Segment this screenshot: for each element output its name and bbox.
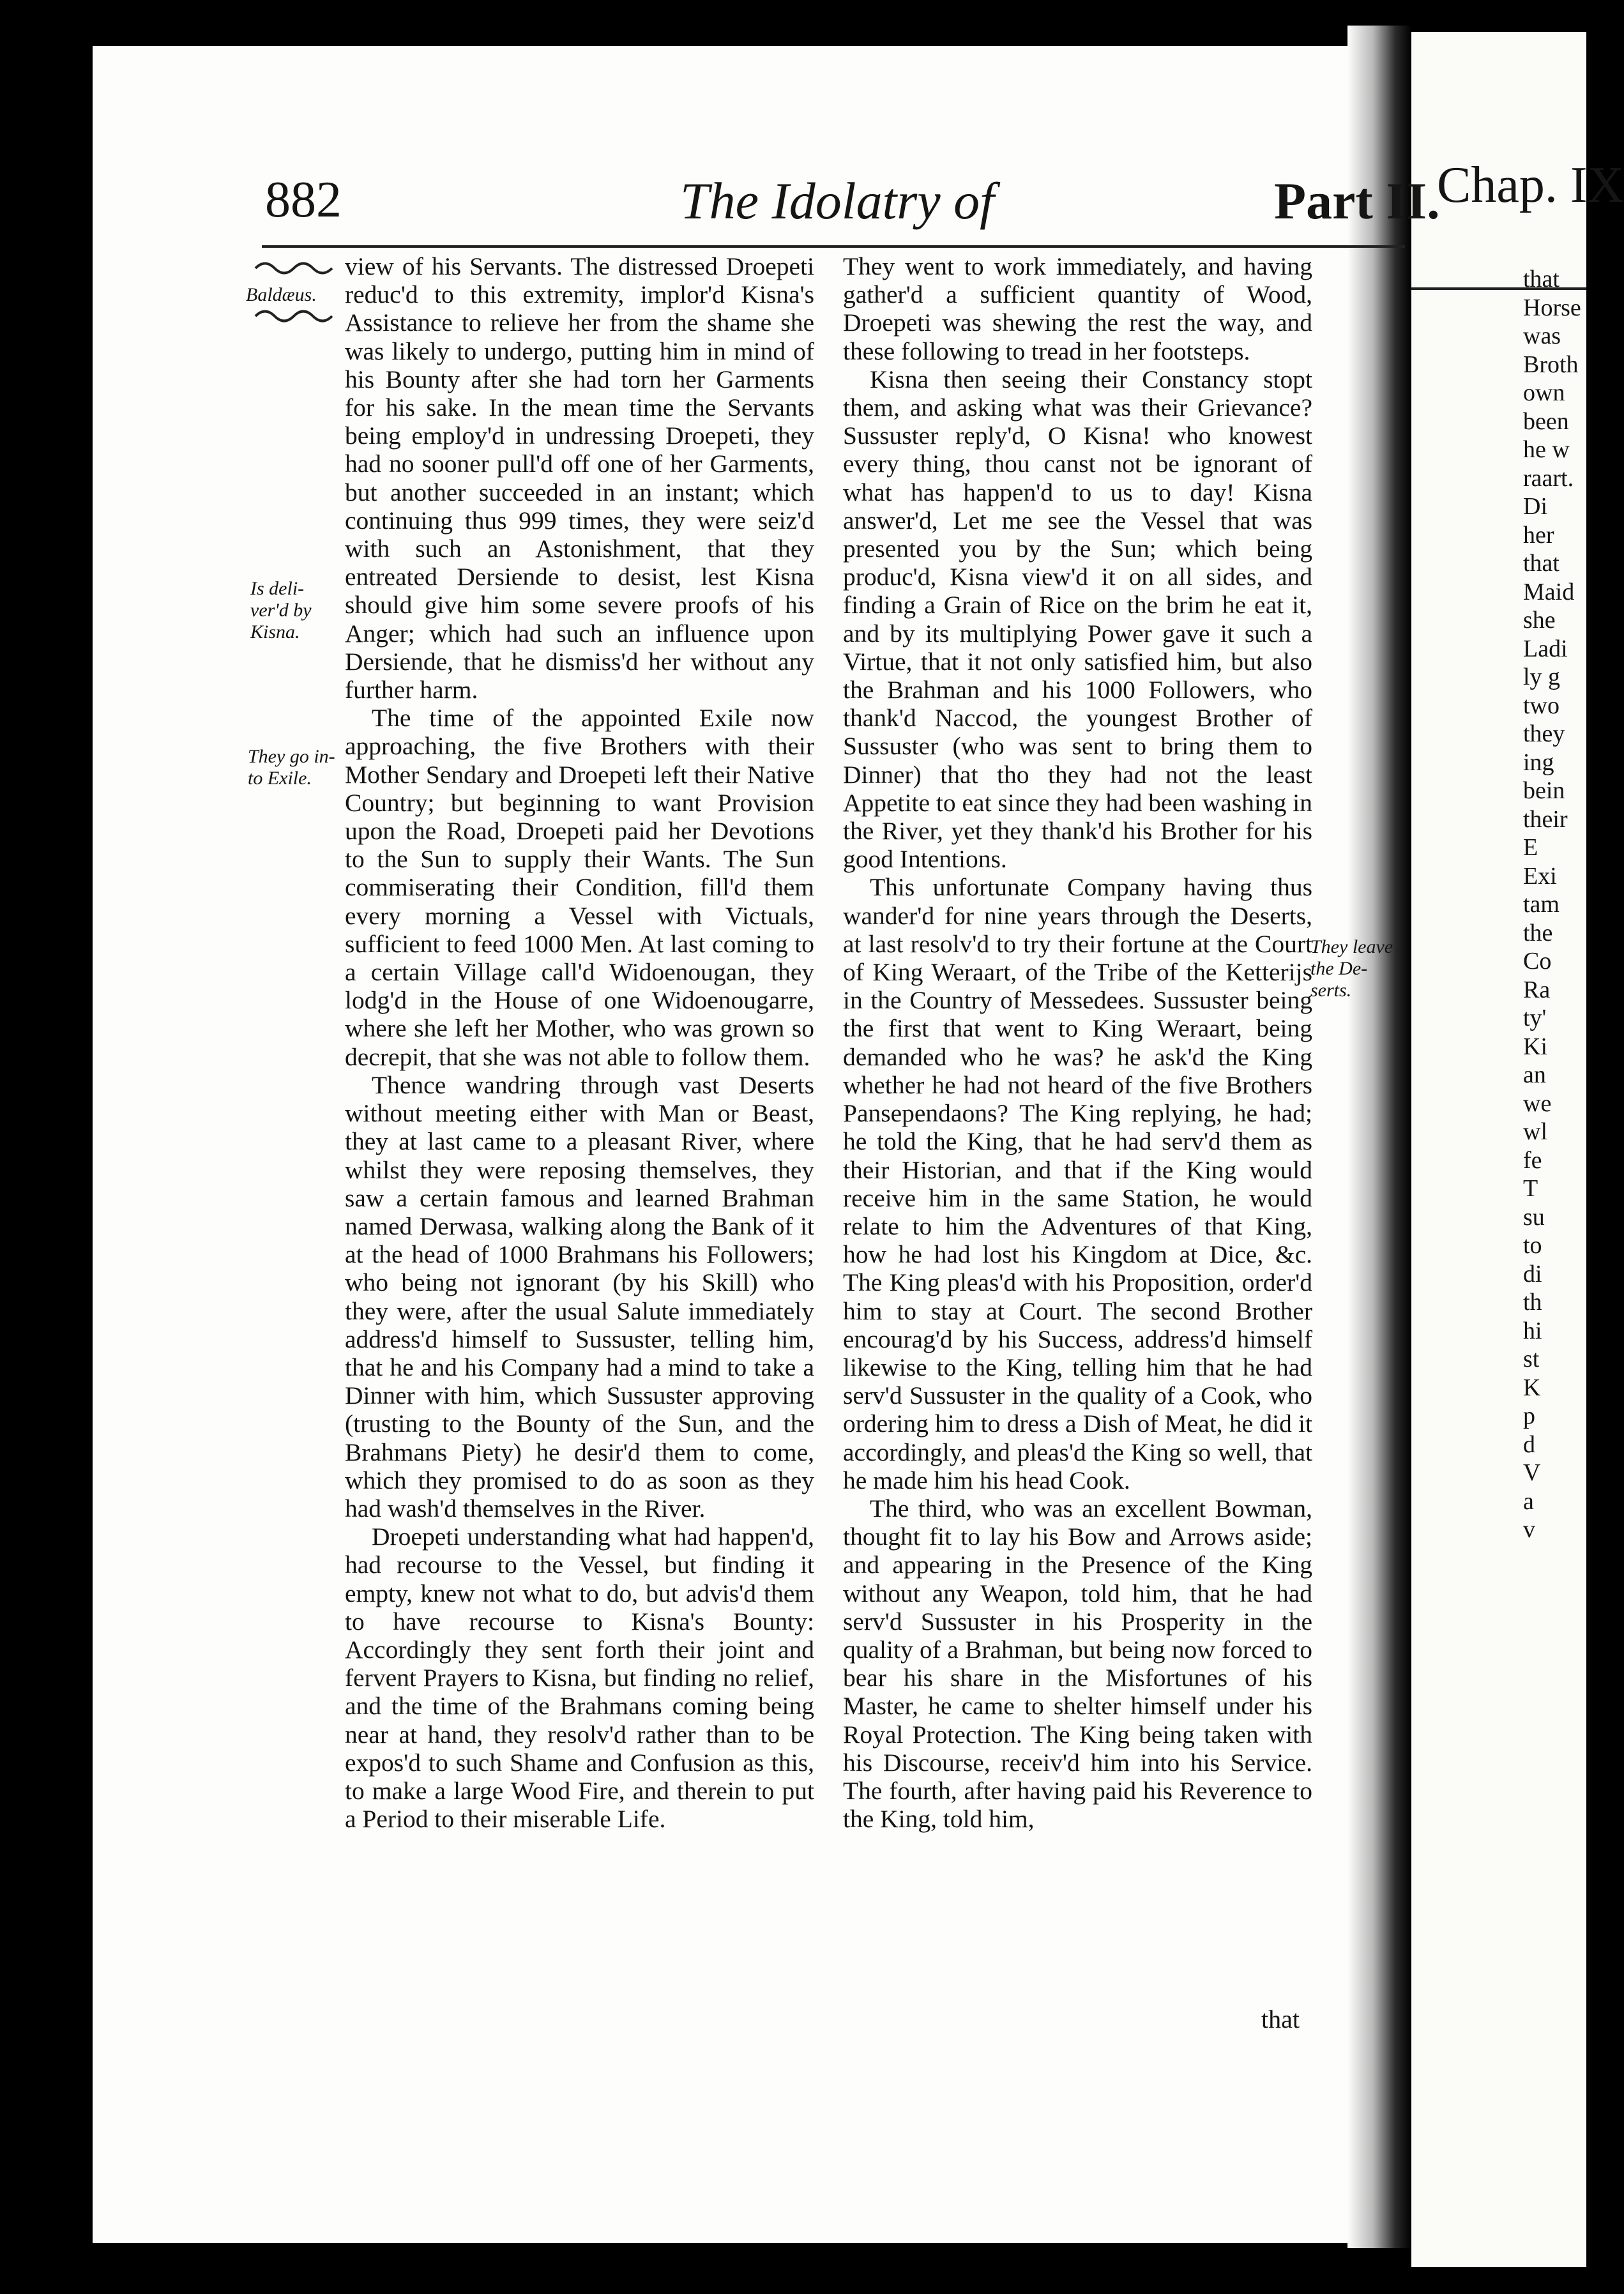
- book-gutter: [1347, 26, 1411, 2248]
- facing-page-fragment: to: [1523, 1232, 1542, 1259]
- facing-page-fragment: that: [1523, 266, 1559, 292]
- facing-page-fragment: p: [1523, 1402, 1535, 1429]
- facing-page-fragment: was: [1523, 323, 1561, 349]
- facing-page-fragment: su: [1523, 1203, 1545, 1231]
- facing-page-fragment: Ra: [1523, 976, 1551, 1003]
- paragraph: They went to work immediately, and having gather'd a sufficient quantity of Wood, Droepeti was shewing the rest the way, and these following to tread in her footsteps.: [843, 252, 1312, 365]
- facing-page-fragment: two: [1523, 692, 1559, 719]
- facing-page-fragment: d: [1523, 1431, 1535, 1458]
- facing-page-header: Chap. IX: [1437, 157, 1624, 213]
- facing-page-fragment: been: [1523, 407, 1569, 435]
- facing-page-fragment: he w: [1523, 436, 1570, 463]
- facing-page-fragment: fe: [1523, 1146, 1542, 1174]
- header-rule: [262, 245, 1405, 248]
- paragraph: view of his Servants. The distressed Droepeti reduc'd to this extremity, implor'd Kisna's Assistance to relieve her from the shame she was likely to undergo, putting him in mind of his Bounty after she had torn her Garments for his sake. In the mean time the Servants being employ'd in undressing Droepeti, they had no sooner pull'd off one of her Garments, but another succeeded in an instant; which continuing thus 999 times, they were seiz'd with such an Astonishment, that they entreated Dersiende to desist, lest Kisna should give him some severe proofs of his Anger; which had such an influence upon Dersiende, that he dismiss'd her without any further harm.: [345, 252, 814, 704]
- facing-page-fragment: Horse: [1523, 294, 1581, 321]
- facing-page-fragment: Maid: [1523, 578, 1575, 605]
- facing-page-fragment: that: [1523, 550, 1559, 577]
- facing-page-fragment: she: [1523, 607, 1556, 634]
- facing-page-fragment: st: [1523, 1346, 1540, 1372]
- facing-page-fragment: Exi: [1523, 862, 1557, 890]
- facing-page-fragment: Co: [1523, 948, 1552, 975]
- facing-page-fragment: their: [1523, 805, 1568, 833]
- facing-page-fragment: ty': [1523, 1005, 1547, 1031]
- facing-page-fragment: K: [1523, 1374, 1541, 1401]
- facing-page-fragment: T: [1523, 1175, 1538, 1202]
- page-number: 882: [265, 172, 342, 228]
- facing-page-fragment: ing: [1523, 748, 1554, 776]
- facing-page-fragment: the: [1523, 919, 1553, 946]
- facing-page-fragment: an: [1523, 1061, 1546, 1088]
- facing-page-fragment: Broth: [1523, 351, 1579, 378]
- paragraph: Droepeti understanding what had happen'd, had recourse to the Vessel, but finding it empty, knew not what to do, but advis'd them to have recourse to Kisna's Bounty: Accordingly they sent forth their joint and fervent Prayers to Kisna, but finding no relief, and the time of the Brahmans coming being near at hand, they resolv'd rather than to be expos'd to such Shame and Confusion as this, to make a large Wood Fire, and therein to put a Period to their miserable Life.: [345, 1523, 814, 1834]
- facing-page-fragment: her: [1523, 521, 1554, 549]
- facing-page-fragment: v: [1523, 1516, 1535, 1543]
- left-text-column: [345, 252, 814, 1833]
- facing-page-fragment: Di: [1523, 493, 1547, 520]
- paragraph: The time of the appointed Exile now approaching, the five Brothers with their Mother Sendary and Droepeti left their Native Country; but beginning to want Provision upon the Road, Droepeti paid her Devotions to the Sun to supply their Wants. The Sun commiserating their Condition, fill'd them every morning a Vessel with Victuals, sufficient to feed 1000 Men. At last coming to a certain Village call'd Widoenougan, they lodg'd in the House of one Widoenougarre, where she left her Mother, who was grown so decrepit, that she was not able to follow them.: [345, 704, 814, 1071]
- facing-page-fragment: Ki: [1523, 1033, 1547, 1060]
- facing-page-fragment: hi: [1523, 1317, 1542, 1344]
- paragraph: Kisna then seeing their Constancy stopt them, and asking what was their Grievance? Sussuster reply'd, O Kisna! who knowest every thing, thou canst not be ignorant of what has happen'd to us to day! Kisna answer'd, Let me see the Vessel that was presented you by the Sun; which being produc'd, Kisna view'd it on all sides, and finding a Grain of Rice on the brim he eat it, and by its multiplying Power gave it such a Virtue, that it not only satisfied him, but also the Brahman and his 1000 Followers, who thank'd Naccod, the youngest Brother of Sussuster (who was sent to bring them to Dinner) that tho they had not the least Appetite to eat since they had been washing in the River, yet they thank'd his Brother for his good Intentions.: [843, 365, 1312, 874]
- facing-page-fragments: [1523, 265, 1581, 1544]
- facing-page-fragment: we: [1523, 1090, 1552, 1117]
- facing-page-fragment: th: [1523, 1289, 1542, 1316]
- catchword: that: [1261, 2005, 1300, 2033]
- facing-page-fragment: bein: [1523, 777, 1565, 804]
- facing-page-fragment: raart.: [1523, 464, 1574, 492]
- facing-page-fragment: own: [1523, 379, 1565, 406]
- margin-note-baldaeus: Baldæus.: [246, 284, 317, 305]
- facing-page: [1411, 32, 1624, 2267]
- facing-page-fragment: di: [1523, 1260, 1542, 1288]
- margin-note-deserts: They leave the De- serts.: [1310, 936, 1393, 1001]
- facing-page-fragment: they: [1523, 720, 1565, 747]
- paragraph: The third, who was an excellent Bowman, thought fit to lay his Bow and Arrows aside; and appearing in the Presence of the King without any Weapon, told him, that he had serv'd Sussuster in his Prosperity in the quality of a Brahman, but being now forced to bear his share in the Misfortunes of his Master, he came to shelter himself under his Royal Protection. The King being taken with his Discourse, receiv'd him into his Service. The fourth, after having paid his Reverence to the King, told him,: [843, 1494, 1312, 1834]
- running-title: The Idolatry of: [680, 172, 994, 230]
- part-label: Part II.: [1274, 172, 1440, 230]
- facing-page-fragment: Ladi: [1523, 635, 1568, 662]
- facing-page-fragment: ly g: [1523, 664, 1561, 690]
- facing-page-fragment: E: [1523, 834, 1538, 861]
- facing-page-fragment: a: [1523, 1487, 1534, 1515]
- paragraph: This unfortunate Company having thus wander'd for nine years through the Deserts, at last resolv'd to try their fortune at the Court of King Weraart, of the Tribe of the Ketterijs in the Country of Messedees. Sussuster being the first that went to King Weraart, being demanded who he was? he ask'd the King whether he had not heard of the five Brothers Pansependaons? The King replying, he had; he told the King, that he had serv'd them as their Historian, and that if the King would receive him in the same Station, he would relate to him the Adventures of that King, how he had lost his Kingdom at Dice, &c. The King pleas'd with his Proposition, order'd him to stay at Court. The second Brother encourag'd by his Success, address'd himself likewise to the King, telling him that he had serv'd Sussuster in the quality of a Cook, who ordering him to dress a Dish of Meat, he did it accordingly, and pleas'd the King so well, that he made him his head Cook.: [843, 873, 1312, 1494]
- margin-note-delivered: Is deli- ver'd by Kisna.: [250, 578, 312, 642]
- right-text-column: [843, 252, 1312, 1833]
- facing-page-fragment: V: [1523, 1459, 1541, 1486]
- facing-page-fragment: tam: [1523, 891, 1559, 918]
- paragraph: Thence wandring through vast Deserts without meeting either with Man or Beast, they at last came to a pleasant River, where whilst they were reposing themselves, they saw a certain famous and learned Brahman named Derwasa, walking along the Bank of it at the head of 1000 Brahmans his Followers; who being not ignorant (by his Skill) who they were, after the usual Salute immediately address'd himself to Sussuster, telling him, that he and his Company had a mind to take a Dinner with him, which Sussuster approving (trusting to the Bounty of the Sun, and the Brahmans Piety) he desir'd them to come, which they promised to do as soon as they had wash'd themselves in the River.: [345, 1070, 814, 1523]
- facing-page-fragment: wl: [1523, 1118, 1547, 1145]
- margin-note-exile: They go in- to Exile.: [248, 746, 335, 789]
- page-header: [265, 171, 1440, 241]
